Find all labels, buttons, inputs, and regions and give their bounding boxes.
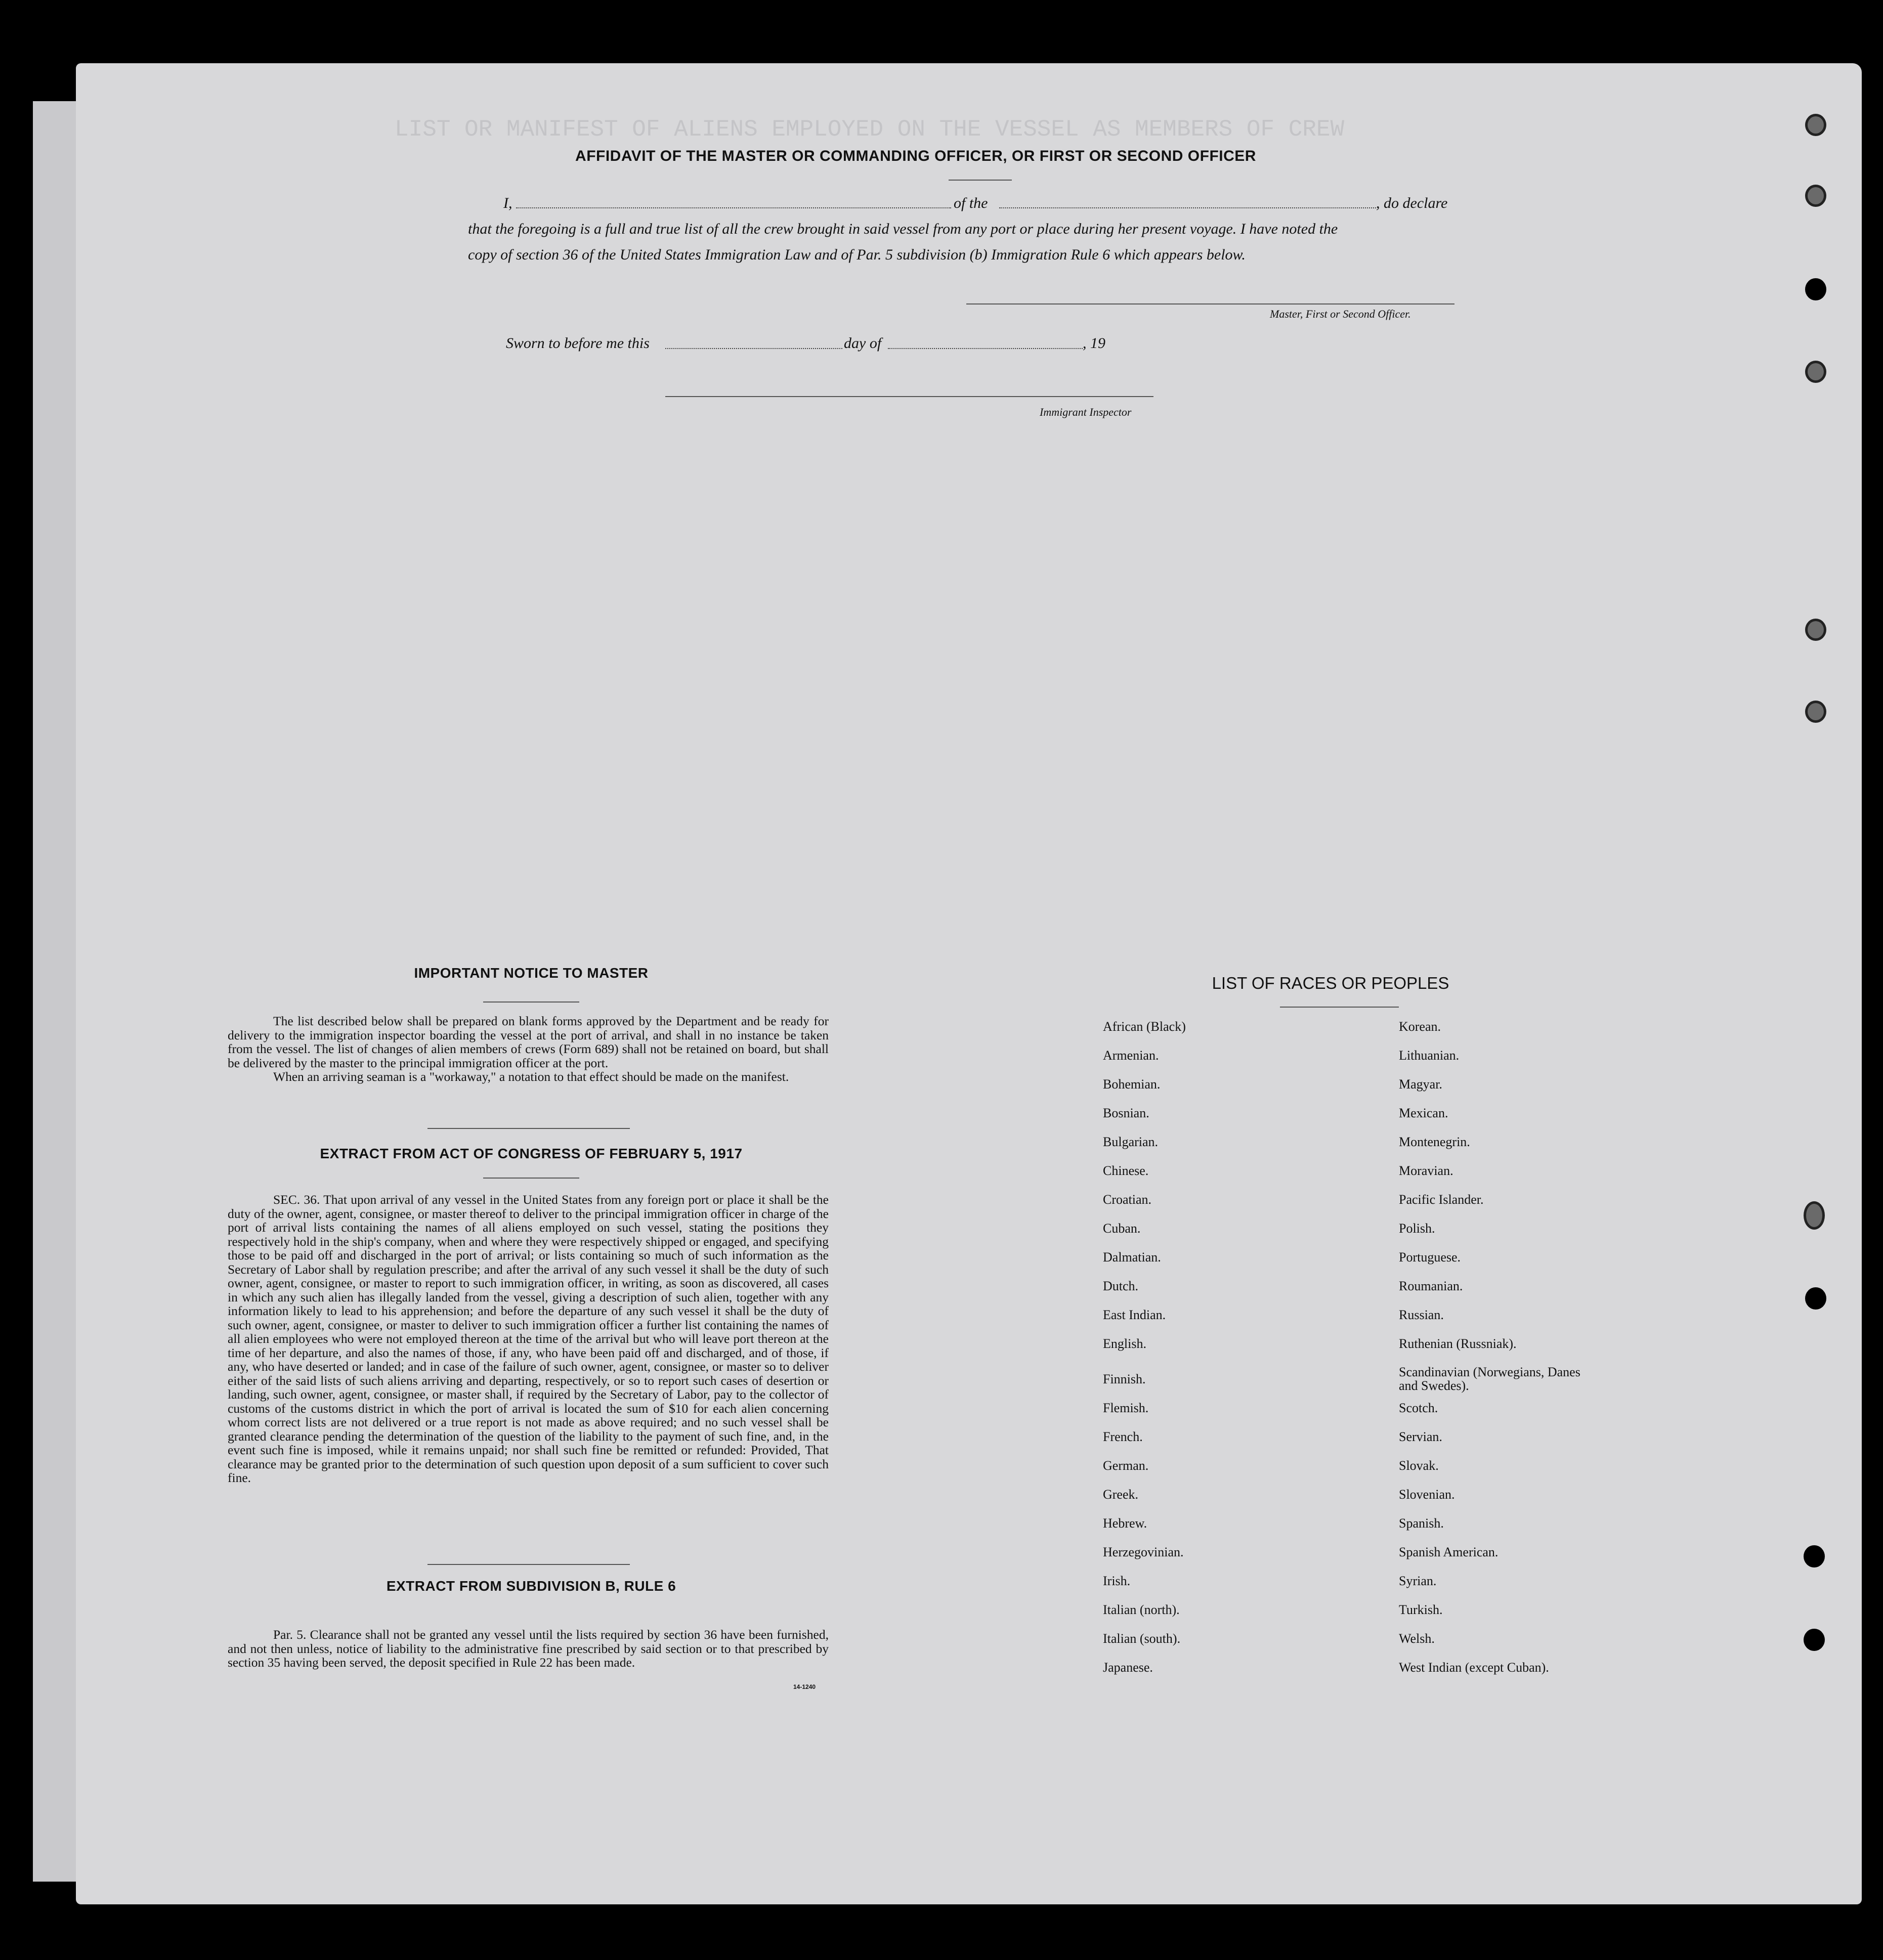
race-item: Bulgarian.: [1103, 1135, 1159, 1149]
race-item: Herzegovinian.: [1103, 1545, 1184, 1559]
sworn-text: Sworn to before me this: [506, 335, 650, 352]
divider: [483, 1001, 579, 1003]
race-item: Japanese.: [1103, 1660, 1153, 1675]
affidavit-declare: , do declare: [1376, 195, 1448, 211]
inspector-label: Immigrant Inspector: [1040, 406, 1132, 418]
race-item: Moravian.: [1399, 1163, 1453, 1178]
form-number: 14-1240: [793, 1683, 816, 1690]
races-title: [1103, 974, 1558, 993]
race-item: Ruthenian (Russniak).: [1399, 1336, 1517, 1351]
race-item: Turkish.: [1399, 1602, 1443, 1617]
race-item: West Indian (except Cuban).: [1399, 1660, 1549, 1675]
race-item: Slovenian.: [1399, 1487, 1455, 1502]
signature-line[interactable]: [966, 303, 1454, 304]
divider: [427, 1564, 630, 1565]
punch-hole: [1805, 361, 1826, 383]
race-item: Slovak.: [1399, 1458, 1439, 1473]
sworn-year: , 19: [1083, 335, 1105, 352]
divider: [483, 1178, 579, 1179]
race-item: Servian.: [1399, 1429, 1442, 1444]
punch-hole: [1804, 1629, 1825, 1651]
race-item: Russian.: [1399, 1308, 1444, 1322]
race-item: Irish.: [1103, 1574, 1131, 1588]
act-extract-title: EXTRACT FROM ACT OF CONGRESS OF FEBRUARY 5, 1917: [320, 1146, 743, 1161]
punch-hole: [1805, 701, 1826, 723]
race-item: Italian (south).: [1103, 1631, 1181, 1646]
race-item: Hebrew.: [1103, 1516, 1147, 1531]
race-item: Magyar.: [1399, 1077, 1442, 1092]
race-item: Scotch.: [1399, 1401, 1438, 1415]
race-item: French.: [1103, 1429, 1143, 1444]
race-item: Polish.: [1399, 1221, 1435, 1236]
affidavit-line-2: that the foregoing is a full and true list of all the crew brought in said vessel from any port or place during her present voyage. I have noted the: [468, 221, 1338, 237]
affidavit-i: I,: [503, 195, 512, 211]
race-item: Armenian.: [1103, 1048, 1159, 1063]
race-item: Cuban.: [1103, 1221, 1141, 1236]
race-item: Bohemian.: [1103, 1077, 1161, 1092]
punch-hole: [1804, 1545, 1825, 1567]
race-item: African (Black): [1103, 1019, 1186, 1034]
race-item: Croatian.: [1103, 1192, 1152, 1207]
race-item: Portuguese.: [1399, 1250, 1461, 1265]
race-item: Spanish.: [1399, 1516, 1444, 1531]
bleed-through-text: LIST OR MANIFEST OF ALIENS EMPLOYED ON THE VESSEL AS MEMBERS OF CREW: [395, 116, 1345, 143]
race-item: Flemish.: [1103, 1401, 1149, 1415]
race-item: Spanish American.: [1399, 1545, 1499, 1559]
punch-hole: [1805, 185, 1826, 207]
race-item: English.: [1103, 1336, 1146, 1351]
race-item: Roumanian.: [1399, 1279, 1463, 1293]
rule-extract-body: [228, 1628, 829, 1670]
divider: [1280, 1007, 1399, 1008]
notice-paragraph-1: The list described below shall be prepared on blank forms approved by the Department and be ready for delivery to the immigration inspector boarding the vessel at the port of arrival, and shall in no instance be taken from the vessel. The list of changes of alien members of crews (Form 689) shall not be retained on board, but shall be delivered by the master to the principal immigration officer at the port.: [228, 1014, 829, 1070]
race-item: Dutch.: [1103, 1279, 1139, 1293]
signature-label: Master, First or Second Officer.: [1270, 308, 1411, 320]
race-item: Dalmatian.: [1103, 1250, 1161, 1265]
act-extract-body: [228, 1193, 829, 1485]
race-item: Syrian.: [1399, 1574, 1437, 1588]
races-left-column: [1103, 1019, 1386, 1689]
notice-paragraph-2: When an arriving seaman is a "workaway," a notation to that effect should be made on the manifest.: [273, 1069, 789, 1084]
punch-hole: [1805, 114, 1826, 136]
day-blank[interactable]: [665, 348, 842, 349]
punch-hole: [1805, 1287, 1826, 1310]
race-item: Scandinavian (Norwegians, Danes and Swedes).: [1399, 1365, 1580, 1393]
inspector-signature-line[interactable]: [665, 396, 1153, 397]
race-item: East Indian.: [1103, 1308, 1166, 1322]
punch-hole: [1804, 1201, 1825, 1230]
race-item: Pacific Islander.: [1399, 1192, 1484, 1207]
affidavit-of-the: of the: [954, 195, 988, 211]
race-item: Bosnian.: [1103, 1106, 1149, 1120]
affidavit-line-3: copy of section 36 of the United States Immigration Law and of Par. 5 subdivision (b) Immigration Rule 6 which appears below.: [468, 246, 1246, 263]
name-blank[interactable]: [516, 207, 951, 208]
race-item: Finnish.: [1103, 1372, 1146, 1386]
punch-hole: [1805, 619, 1826, 641]
race-item: Italian (north).: [1103, 1602, 1180, 1617]
punch-hole: [1805, 278, 1826, 300]
race-item: Welsh.: [1399, 1631, 1435, 1646]
races-title-text: LIST OF RACES OR PEOPLES: [1212, 974, 1449, 992]
divider: [427, 1128, 630, 1129]
race-item: Korean.: [1399, 1019, 1441, 1034]
sworn-day-of: day of: [844, 335, 882, 352]
month-blank[interactable]: [888, 348, 1083, 349]
affidavit-title: AFFIDAVIT OF THE MASTER OR COMMANDING OFFICER, OR FIRST OR SECOND OFFICER: [575, 148, 1256, 164]
par-5-text: Par. 5. Clearance shall not be granted any vessel until the lists required by section 36 have been furnished, and not then unless, notice of liability to the administrative fine prescribed by said section or to that prescribed by section 35 having been served, the deposit specified in Rule 22 has been made.: [228, 1627, 829, 1670]
divider: [949, 180, 1012, 181]
notice-body: [228, 1014, 829, 1084]
race-item: Greek.: [1103, 1487, 1139, 1502]
vessel-blank[interactable]: [999, 207, 1376, 208]
races-right-column: [1399, 1019, 1627, 1689]
race-item: Mexican.: [1399, 1106, 1448, 1120]
race-item: Lithuanian.: [1399, 1048, 1460, 1063]
race-item: German.: [1103, 1458, 1149, 1473]
rule-extract-title: EXTRACT FROM SUBDIVISION B, RULE 6: [386, 1578, 676, 1594]
notice-title: IMPORTANT NOTICE TO MASTER: [414, 965, 649, 981]
race-item: Montenegrin.: [1399, 1135, 1470, 1149]
race-item: Chinese.: [1103, 1163, 1149, 1178]
section-36-text: SEC. 36. That upon arrival of any vessel in the United States from any foreign port or place it shall be the duty of the owner, agent, consignee, or master thereof to deliver to the principal immigration officer in charge of the port of arrival lists containing the names of all aliens employed on such vessel, stating the positions they respectively hold in the ship's company, when and where they were respectively shipped or engaged, and specifying those to be paid off and discharged in the port of arrival; or lists containing so much of such information as the Secretary of Labor shall by regulation prescribe; and after the arrival of any such vessel it shall be the duty of such owner, agent, consignee, or master to report to such immigration officer, in writing, as soon as discovered, all cases in which any such alien has illegally landed from the vessel, giving a description of such alien, together with any information likely to lead to his apprehension; and before the departure of any such vessel it shall be the duty of such owner, agent, consignee, or master to deliver to such immigration officer a further list containing the names of all alien employees who were not employed thereon at the time of the arrival but who will leave port thereon at the time of her departure, and also the names of those, if any, who have been paid off and discharged, and of those, if any, who have deserted or landed; and in case of the failure of such owner, agent, consignee, or master so to deliver either of the said lists of such aliens arriving and departing, respectively, or so to report such cases of desertion or landing, such owner, agent, consignee, or master shall, if required by the Secretary of Labor, pay to the collector of customs of the customs district in which the port of arrival is located the sum of $10 for each alien concerning whom correct lists are not delivered or a true report is not made as above required; and no such vessel shall be granted clearance pending the determination of the question of the liability to the payment of such fine, and, in the event such fine is imposed, while it remains unpaid; nor shall such fine be remitted or refunded: Provided, That clearance may be granted prior to the determination of such question upon deposit of a sum sufficient to cover such fine.: [228, 1192, 829, 1485]
